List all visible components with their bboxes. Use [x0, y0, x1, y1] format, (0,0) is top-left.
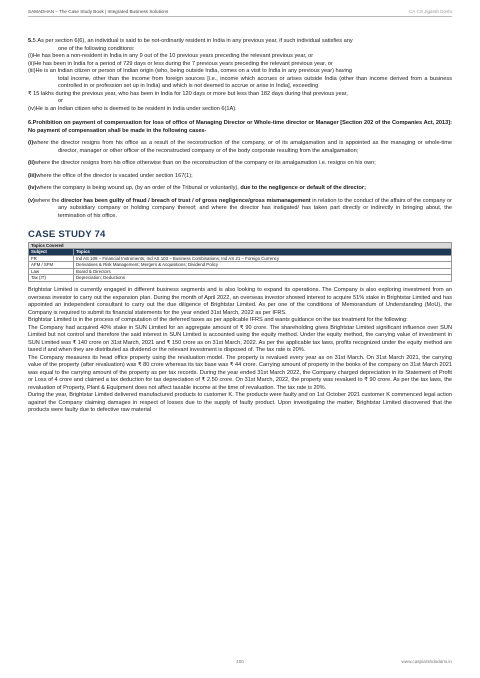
- section5-intro-cont: one of the following conditions:: [58, 45, 135, 52]
- section5-cond-iii-amount: ₹ 15 lakhs during the previous year, who has been in India for 120 days or more but less than 182 days during that previous year,: [28, 90, 348, 97]
- page-content: [28, 38, 452, 415]
- col-subject: Subject: [29, 249, 74, 256]
- section5-or: or: [58, 98, 63, 104]
- case-paragraph-4: The Company measures its head office property using the revaluation model. The property is revalued every year as on 31st March. On 31st March 2021, the carrying value of the property (after revaluation) was ₹ 80 crore whereas its tax base was ₹ 44 crore. Carrying amount of property in the books of the company on 31st March 2021 was equal to the carrying amount of the property as per tax records. During the year ended 31st March 2022, the Company charged depreciation in its Statement of Profit or Loss of 4 crore and claimed a tax deduction for tax depreciation of ₹ 2.50 crore. On 31st March, 2022, the property was revalued to ₹ 90 crore. As per the tax laws, the revaluation of Property, Plant & Equipment does not affect taxable income at the time of revaluation. The tax rate is 20%.: [28, 354, 452, 391]
- section6-item-i: (i)where the director resigns from his office as a result of the reconstruction of the company, or of its amalgamation and is appointed as the managing or whole-time director, manager or other officer of the reconstructed company or of the body corporate resulting from the amalgamation;: [28, 140, 452, 154]
- section5-cond-i: (i)He has been a non-resident in India in any 9 out of the 10 previous years preceding the relevant previous year, or: [28, 53, 314, 59]
- page-number: 400: [236, 659, 244, 664]
- section6-item-iii: (iii)where the office of the director is vacated under section 167(1);: [28, 172, 193, 179]
- row-subject: FR: [29, 255, 74, 262]
- row-subject: Law: [29, 268, 74, 275]
- case-paragraph-3: The Company had acquired 40% stake in SUN Limited for an aggregate amount of ₹ 90 crore. The shareholding gives Brightstar Limited significant influence over SUN Limited but not control and therefore the said interest in SUN Limited is accounted using the equity method. Under the equity method, the carrying value of investment in SUN Limited was ₹ 140 crore on 31st March, 2021 and ₹ 150 crore as on 31st March, 2022. As per the applicable tax laws, profits recognized under the equity method are taxed if and when they are distributed as dividend or the relevant investment is disposed of. The tax rate is 20%.: [28, 324, 452, 354]
- col-topics: Topics: [74, 249, 452, 256]
- row-topics: Derivatives & Risk Management; Mergers & Acquisitions; Dividend Policy: [74, 262, 452, 269]
- section5-cond-iii: (iii)He is an Indian citizen or person of Indian origin (who, being outside India, comes on a visit to India in any previous year) having: [28, 68, 352, 74]
- table-row: [29, 275, 452, 282]
- table-row: [29, 255, 452, 262]
- header-book-title: SAMADHAN – The Case Study Book | Integrated Business Solutions: [28, 9, 169, 14]
- section5-cond-iv: (iv)He is an Indian citizen who is deemed to be resident in India under section 6(1A).: [28, 105, 237, 112]
- row-topics: Ind AS 109 – Financial Instruments; Ind AS 103 – Business Combinations; Ind AS 21 – Foreign Currency: [74, 255, 452, 262]
- topics-header-row: [29, 249, 452, 256]
- section6-item-v: (v)where the director has been guilty of fraud / breach of trust / of gross negligence/gross mismanagement in relation to the conduct of the affairs of the company or any subsidiary company or holding company thereof; and where the director has instigated/ has taken part directly or indirectly in bringing about, the termination of his office.: [28, 197, 452, 219]
- header-author: CA CS Jigarsh Doshi: [409, 9, 452, 14]
- page-header: [28, 9, 452, 17]
- row-subject: AFM / SFM: [29, 262, 74, 269]
- row-subject: Tax (IT): [29, 275, 74, 282]
- topics-caption: Topics Covered: [29, 242, 452, 249]
- case-study-title: CASE STUDY 74: [28, 229, 106, 240]
- case-paragraph-1: Brightstar Limited is currently engaged in different business segments and is also looking to expand its operations. The Company is also exploring investment from an overseas investor to carry out the expansion plan. During the month of April 2022, an overseas investor showed interest to acquire 51% stake in Brightstar Limited and has appointed an independent consultant to carry out the due diligence of Brightstar Limited. As per one of the conditions of Memorandum of Understanding (MoU), the Company is required to submit its financial statements for the year ended 31st March, 2022 as per IFRS.: [28, 287, 452, 316]
- topics-caption-row: [29, 242, 452, 249]
- case-paragraph-5: During the year, Brightstar Limited delivered manufactured products to customer K. The products were faulty and on 1st October 2021 customer K commenced legal action against the Company claiming damages in respect of losses due to the supply of faulty product. Upon investigating the matter, Brightstar Limited discovered that the products were faulty due to defective raw material: [28, 392, 452, 414]
- table-row: [29, 262, 452, 269]
- table-row: [29, 268, 452, 275]
- section6-item-ii: (ii)where the director resigns from his office otherwise than on the reconstruction of the company or its amalgamation i.e. resigns on his own;: [28, 160, 376, 166]
- section5-intro: 5.5.As per section 6(6), an individual is said to be not-ordinarily resident in India in any previous year, if such individual satisfies any: [28, 38, 353, 44]
- section5-cond-iii-cont: total income, other than the income from foreign sources [i.e., income which accrues or arises outside India (other than income derived from a business controlled in or profession set up in India) and which is not deemed to accrue or arise in India], exceeding: [58, 75, 452, 89]
- section6-item-iv: (iv)where the company is being wound up, (by an order of the Tribunal or voluntarily), due to the negligence or default of the director;: [28, 185, 366, 191]
- section5-cond-ii: (ii)He has been in India for a period of 729 days or less during the 7 previous years preceding the relevant previous year, or: [28, 60, 333, 67]
- footer-website: www.caspiarshdodami.in: [401, 659, 452, 664]
- topics-table: [28, 242, 452, 283]
- row-topics: Depreciation; Deductions: [74, 275, 452, 282]
- section6-heading: 6.Prohibition on payment of compensation for loss of office of Managing Director or Whole-time director or Manager [Section 202 of the Companies Act, 2013]: No payment of compensation shall be made in the following cases-: [28, 120, 452, 134]
- case-paragraph-2: Brightstar Limited is in the process of computation of the deferred taxes as per applicable IFRS and wants guidance on the tax treatment for the following:: [28, 317, 408, 324]
- row-topics: Board & Directors: [74, 268, 452, 275]
